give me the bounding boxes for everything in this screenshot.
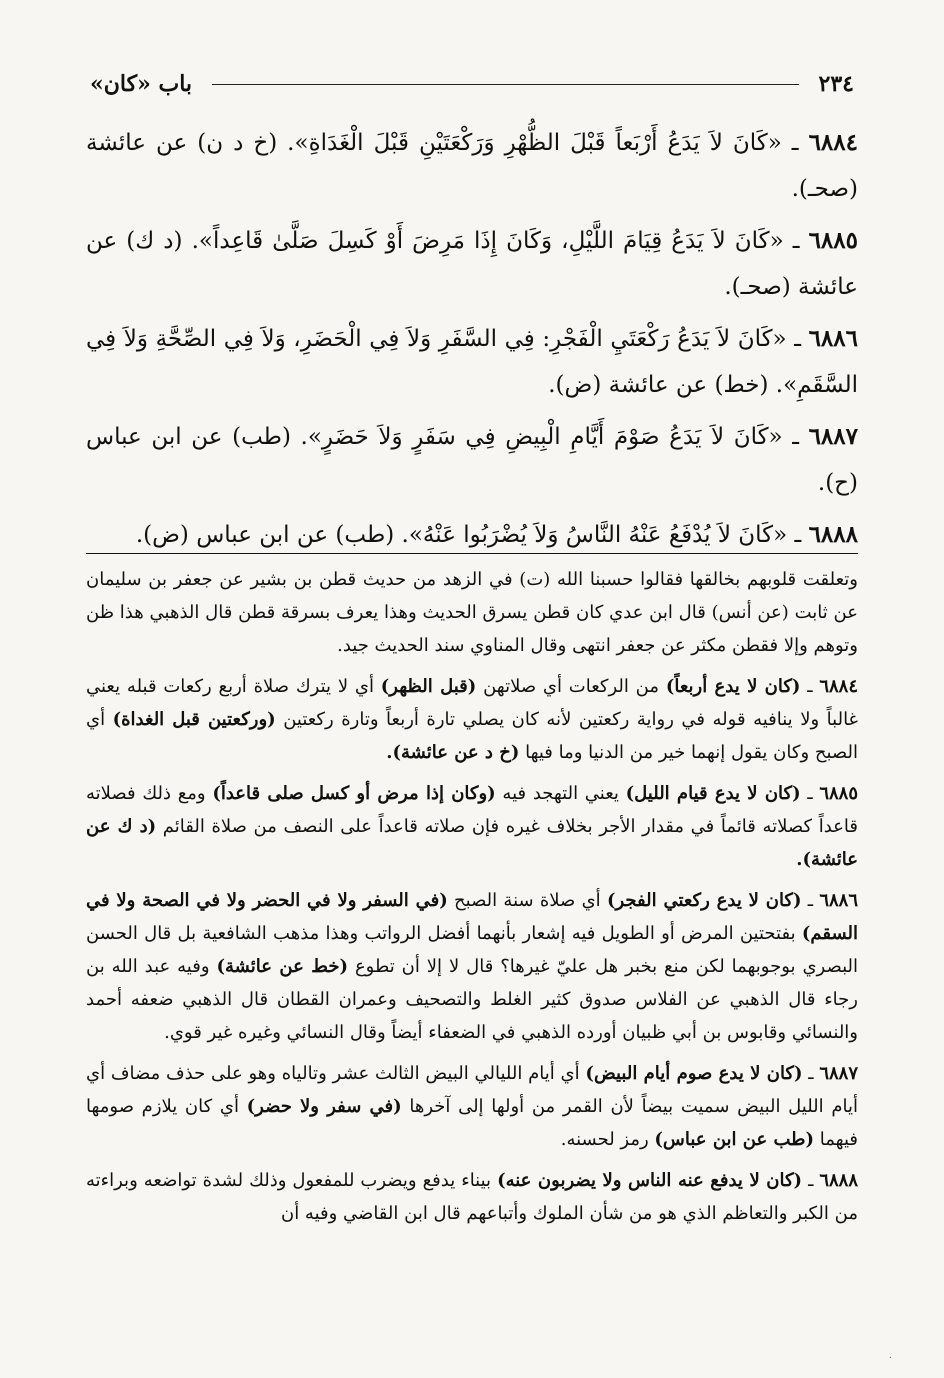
chapter-title: باب «كان» (90, 71, 193, 97)
commentary-number: ٦٨٨٤ (819, 676, 858, 697)
hadith-number: ٦٨٨٥ (808, 227, 858, 254)
commentary-text: بفتحتين المرض أو الطويل فيه إشعار بأنهما أفضل الرواتب وهذا مذهب الشافعية بل قال الحسن البصري بوجوبهما لكن منع بخبر هل عليّ غيرها؟ قال لا إلا أن تطوع (86, 923, 858, 977)
commentary-quote: (قبل الظهر) (380, 676, 477, 697)
hadith-text: «كَانَ لاَ يَدَعُ قِيَامَ اللَّيْلِ، وَكَانَ إِذَا مَرِضَ أَوْ كَسِلَ صَلَّىٰ قَاعِداً». (د ك) عن عائشة (صحـ). (86, 228, 858, 300)
commentary-quote: (كان لا يدع ركعتي الفجر) (606, 890, 802, 911)
commentary-text: أي أيام الليالي البيض الثالث عشر وتالياه وهو على حذف مضاف أي أيام الليل البيض سميت بيضاً لأن القمر من أولها إلى آخرها (86, 1063, 858, 1117)
commentary-text: وتعلقت قلوبهم بخالقها فقالوا حسبنا الله (ت) في الزهد من حديث قطن بن بشير عن جعفر بن سليمان عن ثابت (عن أنس) قال ابن عدي كان قطن يسرق الحديث وهذا يعرف بسرقة قطن قال الذهبي هذا ظن وتوهم وإلا فقطن مكثر عن جعفر انتهى وقال المناوي سند الحديث جيد. (86, 569, 858, 656)
hadith-6887: ٦٨٨٧ ـ «كَانَ لاَ يَدَعُ صَوْمَ أَيَّامِ الْبِيضِ فِي سَفَرٍ وَلاَ حَضَرٍ». (طب) عن ابن عباس (ح). (86, 423, 858, 496)
hadith-text: «كَانَ لاَ يَدَعُ رَكْعَتَيِ الْفَجْرِ: فِي السَّفَرِ وَلاَ فِي الْحَضَرِ، وَلاَ فِي الصِّحَّةِ وَلاَ فِي السَّقَمِ». (خط) عن عائشة (ض). (86, 326, 858, 398)
hadith-text: «كَانَ لاَ يَدَعُ صَوْمَ أَيَّامِ الْبِيضِ فِي سَفَرٍ وَلاَ حَضَرٍ». (طب) عن ابن عباس (ح). (86, 424, 858, 496)
commentary-divider (86, 553, 858, 554)
hadith-number: ٦٨٨٧ (808, 423, 858, 450)
commentary-section (86, 563, 858, 1238)
commentary-source: (خ د عن عائشة). (386, 742, 520, 763)
commentary-quote: (كان لا يدع أربعاً) (665, 676, 801, 697)
hadith-number: ٦٨٨٦ (808, 325, 858, 352)
hadith-number: ٦٨٨٨ (808, 521, 858, 548)
commentary-source: (خط عن عائشة) (216, 956, 349, 977)
header-rule (212, 84, 799, 85)
commentary-quote: (في سفر ولا حضر) (246, 1096, 402, 1117)
commentary-quote: (في السفر ولا في الحضر ولا في الصحة ولا في السقم) (86, 890, 858, 944)
commentary-6887: ٦٨٨٧ ـ (كان لا يدع صوم أيام البيض) أي أيام الليالي البيض الثالث عشر وتالياه وهو على حذف مضاف أي أيام الليل البيض سميت بيضاً لأن القمر من أولها إلى آخرها (في سفر ولا حضر) أي كان يلازم صومها فيهما (طب عن ابن عباس) رمز لحسنه. (86, 1063, 859, 1150)
commentary-quote: (وكان إذا مرض أو كسل صلى قاعداً) (212, 783, 496, 804)
commentary-source: (طب عن ابن عباس) (654, 1129, 815, 1150)
commentary-quote: (كان لا يدع قيام الليل) (625, 783, 801, 804)
commentary-6888: ٦٨٨٨ ـ (كان لا يدفع عنه الناس ولا يضربون عنه) بيناء يدفع ويضرب للمفعول وذلك لشدة تواضعه وبراءته من الكبر والتعاظم الذي هو من شأن الملوك وأتباعهم قال ابن القاضي وفيه أن (86, 1170, 858, 1224)
commentary-number: ٦٨٨٦ (819, 890, 858, 911)
commentary-text: بيناء يدفع ويضرب للمفعول وذلك لشدة تواضعه وبراءته من الكبر والتعاظم الذي هو من شأن الملوك وأتباعهم قال ابن القاضي وفيه أن (86, 1170, 858, 1224)
hadith-6884: ٦٨٨٤ ـ «كَانَ لاَ يَدَعُ أَرْبَعاً قَبْلَ الظُّهْرِ وَرَكْعَتَيْنِ قَبْلَ الْغَدَاةِ». (خ د ن) عن عائشة (صحـ). (86, 129, 858, 202)
hadith-text-section (86, 120, 858, 564)
commentary-text: وفيه عبد الله بن رجاء قال الذهبي عن الفلاس صدوق كثير الغلط والتصحيف وعمران القطان قال الذهبي ضعفه أحمد والنسائي وقابوس بن أبي ظبيان أورده الذهبي في الضعفاء أيضاً وقال النسائي وغيره غير قوي. (86, 956, 858, 1043)
hadith-text: «كَانَ لاَ يُدْفَعُ عَنْهُ النَّاسُ وَلاَ يُضْرَبُوا عَنْهُ». (طب) عن ابن عباس (ض). (135, 522, 788, 548)
page-number: ٢٣٤ (818, 71, 854, 97)
commentary-quote: (وركعتين قبل الغداة) (112, 709, 276, 730)
commentary-number: ٦٨٨٨ (819, 1170, 858, 1191)
commentary-text: رمز لحسنه. (560, 1129, 649, 1150)
commentary-quote: (كان لا يدفع عنه الناس ولا يضربون عنه) (497, 1170, 803, 1191)
commentary-text: من الركعات أي صلاتهن (483, 676, 660, 697)
hadith-6885: ٦٨٨٥ ـ «كَانَ لاَ يَدَعُ قِيَامَ اللَّيْلِ، وَكَانَ إِذَا مَرِضَ أَوْ كَسِلَ صَلَّىٰ قَاعِداً». (د ك) عن عائشة (صحـ). (86, 227, 858, 300)
commentary-number: ٦٨٨٥ (819, 783, 858, 804)
commentary-text: أي صلاة سنة الصبح (454, 890, 601, 911)
page-header (90, 64, 854, 104)
commentary-number: ٦٨٨٧ (819, 1063, 859, 1084)
commentary-continuation (86, 563, 858, 662)
scan-mark: · (888, 1353, 892, 1364)
hadith-text: «كَانَ لاَ يَدَعُ أَرْبَعاً قَبْلَ الظُّهْرِ وَرَكْعَتَيْنِ قَبْلَ الْغَدَاةِ». (خ د ن) عن عائشة (صحـ). (86, 130, 858, 202)
commentary-6885: ٦٨٨٥ ـ (كان لا يدع قيام الليل) يعني التهجد فيه (وكان إذا مرض أو كسل صلى قاعداً) ومع ذلك فصلاته قاعداً كصلاته قائماً في مقدار الأجر بخلاف غيره فإن صلاته قاعداً على النصف من صلاة القائم (د ك عن عائشة). (86, 783, 858, 870)
hadith-6888: ٦٨٨٨ ـ «كَانَ لاَ يُدْفَعُ عَنْهُ النَّاسُ وَلاَ يُضْرَبُوا عَنْهُ». (طب) عن ابن عباس (ض). (135, 521, 858, 548)
commentary-6886: ٦٨٨٦ ـ (كان لا يدع ركعتي الفجر) أي صلاة سنة الصبح (في السفر ولا في الحضر ولا في الصحة ولا في السقم) بفتحتين المرض أو الطويل فيه إشعار بأنهما أفضل الرواتب وهذا مذهب الشافعية بل قال الحسن البصري بوجوبهما لكن منع بخبر هل عليّ غيرها؟ قال لا إلا أن تطوع (خط عن عائشة) وفيه عبد الله بن رجاء قال الذهبي عن الفلاس صدوق كثير الغلط والتصحيف وعمران القطان قال الذهبي ضعفه أحمد والنسائي وقابوس بن أبي ظبيان أورده الذهبي في الضعفاء أيضاً وقال النسائي وغيره غير قوي. (86, 890, 858, 1043)
commentary-text: أي كان يلازم صومها فيهما (86, 1096, 858, 1150)
commentary-text: أي لا يترك صلاة أربع ركعات قبله يعني غالباً ولا ينافيه قوله في رواية ركعتين لأنه كان يصلي تارة أربعاً وتارة ركعتين (86, 676, 858, 730)
commentary-quote: (كان لا يدع صوم أيام البيض) (585, 1063, 803, 1084)
commentary-6884: ٦٨٨٤ ـ (كان لا يدع أربعاً) من الركعات أي صلاتهن (قبل الظهر) أي لا يترك صلاة أربع ركعات قبله يعني غالباً ولا ينافيه قوله في رواية ركعتين لأنه كان يصلي تارة أربعاً وتارة ركعتين (وركعتين قبل الغداة) أي الصبح وكان يقول إنهما خير من الدنيا وما فيها (خ د عن عائشة). (86, 676, 858, 763)
hadith-number: ٦٨٨٤ (808, 129, 858, 156)
commentary-text: أي الصبح وكان يقول إنهما خير من الدنيا وما فيها (86, 709, 858, 763)
hadith-6886: ٦٨٨٦ ـ «كَانَ لاَ يَدَعُ رَكْعَتَيِ الْفَجْرِ: فِي السَّفَرِ وَلاَ فِي الْحَضَرِ، وَلاَ فِي الصِّحَّةِ وَلاَ فِي السَّقَمِ». (خط) عن عائشة (ض). (86, 325, 858, 398)
commentary-text: ومع ذلك فصلاته قاعداً كصلاته قائماً في مقدار الأجر بخلاف غيره فإن صلاته قاعداً على النصف من صلاة القائم (86, 783, 858, 837)
commentary-source: (د ك عن عائشة). (86, 816, 858, 870)
commentary-text: يعني التهجد فيه (502, 783, 619, 804)
